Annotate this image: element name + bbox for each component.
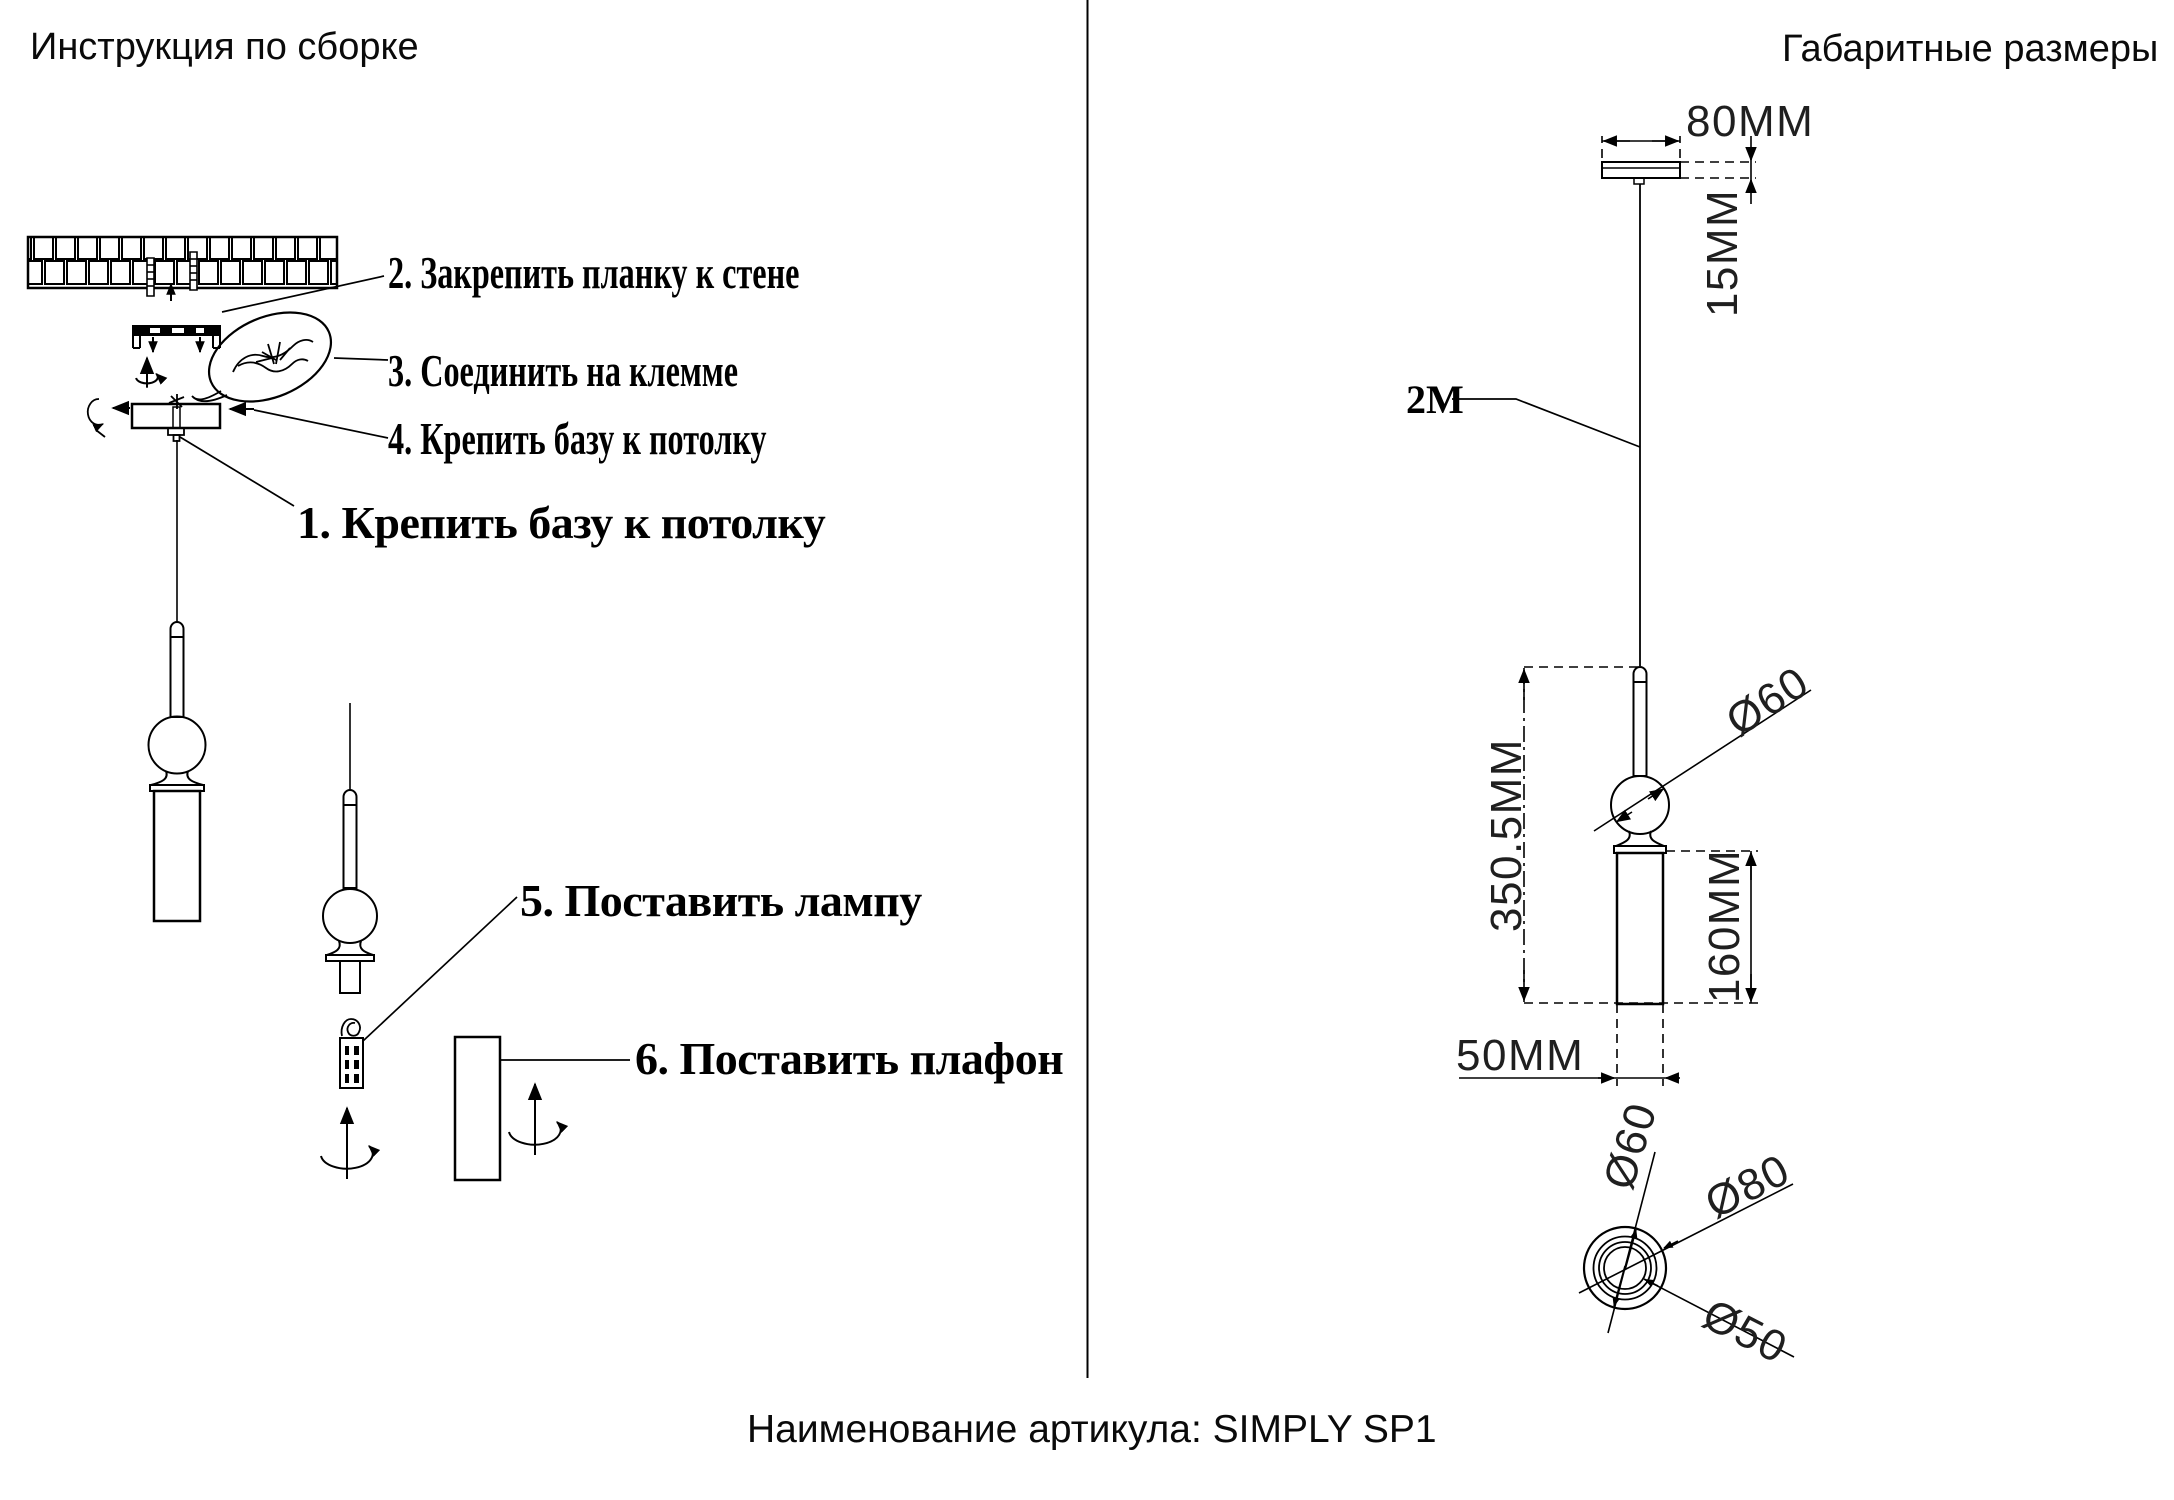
step-1-label: 1. Крепить базу к потолку [297, 497, 826, 548]
step-4-label: 4. Крепить базу к потолку [388, 413, 767, 464]
wall-section-drawing [28, 237, 337, 301]
dim-label-160mm: 160MM [1700, 848, 1749, 1004]
twist-up-icon [509, 1084, 561, 1155]
base-plate-drawing [88, 394, 254, 441]
dim-label-15mm: 15MM [1698, 188, 1747, 318]
step-2-label: 2. Закрепить планку к стене [388, 247, 800, 298]
assembled-lamp-drawing [149, 440, 206, 921]
step-5-label: 5. Поставить лампу [520, 875, 922, 926]
step-3-label: 3. Соединить на клемме [388, 345, 739, 396]
mounting-bracket-drawing [133, 326, 220, 388]
shade-drawing [455, 1037, 561, 1180]
dim-label-80mm: 80MM [1686, 97, 1815, 146]
dim-80mm [1602, 136, 1680, 158]
dim-label-bottom-d80: Ø80 [1697, 1144, 1798, 1229]
wire-clamp-bubble [192, 295, 345, 419]
twist-up-icon [136, 358, 158, 388]
bulb-drawing [321, 1019, 373, 1179]
dim-label-350mm: 350.5MM [1482, 738, 1531, 932]
dim-label-50mm: 50MM [1456, 1031, 1585, 1080]
twisted-wires-sketch [233, 340, 313, 372]
article-name-label: Наименование артикула: SIMPLY SP1 [747, 1408, 1437, 1451]
dim-label-sphere-d60: Ø60 [1717, 657, 1818, 747]
lamp-without-shade-drawing [323, 703, 377, 993]
dim-label-bottom-d50: Ø50 [1695, 1289, 1796, 1374]
leader-2m [1452, 399, 1640, 447]
twist-up-icon [321, 1108, 373, 1179]
dim-label-bottom-d60: Ø60 [1594, 1096, 1667, 1195]
page-title-left: Инструкция по сборке [30, 26, 419, 68]
page-title-right: Габаритные размеры [1782, 28, 2159, 70]
step-6-label: 6. Поставить плафон [635, 1033, 1064, 1084]
dim-label-2m: 2M [1406, 377, 1464, 422]
rotate-icon [88, 399, 105, 437]
bulb-contacts [345, 1046, 359, 1083]
